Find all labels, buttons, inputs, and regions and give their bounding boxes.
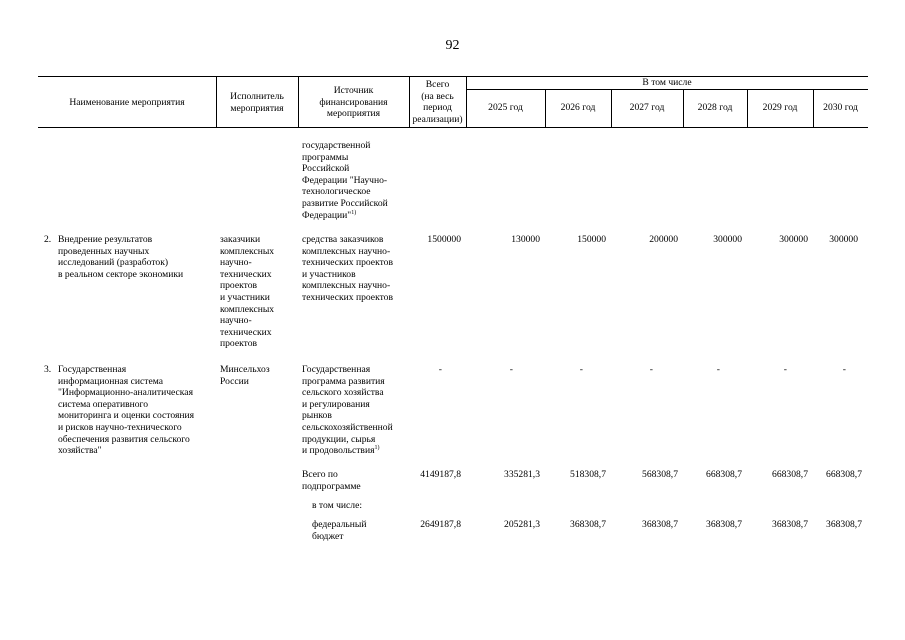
- header-name: Наименование мероприятия: [69, 97, 185, 108]
- header-executor-line: мероприятия: [230, 102, 284, 114]
- row-name-line: информационная система: [58, 375, 163, 387]
- executor-line: технических: [220, 326, 272, 338]
- executor-line: и участники: [220, 291, 270, 303]
- header-total-line: реализации): [412, 113, 463, 125]
- row-value-2028: 300000: [713, 234, 742, 245]
- source-line: государственной: [302, 140, 371, 151]
- table-header-bottom-border: [38, 127, 868, 128]
- source-line: рынков: [302, 410, 332, 422]
- header-source-line: Источник: [333, 85, 374, 96]
- row-name-line: исследований (разработок): [58, 257, 169, 269]
- summary-value-2025: 335281,3: [504, 469, 540, 480]
- source-line-text: Федерации": [302, 209, 352, 221]
- row-value-2030: -: [842, 364, 846, 375]
- row-executor: [220, 364, 270, 387]
- source-line: комплексных научно-: [302, 280, 391, 292]
- header-total-line: (на весь: [421, 90, 454, 102]
- executor-line: научно-: [220, 257, 252, 269]
- federal-label-line: федеральный: [312, 519, 367, 530]
- row-value-2025: 130000: [511, 234, 540, 245]
- executor-line: заказчики: [220, 234, 261, 245]
- summary-label-line: подпрограмме: [302, 480, 361, 492]
- header-year: 2030 год: [823, 102, 858, 113]
- header-executor-line: Исполнитель: [230, 91, 284, 102]
- row-number: 2.: [44, 234, 52, 245]
- summary-value-2030: 668308,7: [826, 469, 862, 480]
- federal-label-line: бюджет: [312, 530, 344, 542]
- source-line: [302, 445, 393, 457]
- page-number: 92: [445, 38, 460, 53]
- row-value-2025: -: [509, 364, 513, 375]
- row-name-line: мониторинга и оценки состояния: [58, 410, 195, 422]
- executor-line: проектов: [220, 338, 258, 350]
- summary-including-label: в том числе:: [312, 500, 363, 511]
- row-name-line: Внедрение результатов: [58, 234, 153, 245]
- federal-value-2029: 368308,7: [772, 519, 808, 530]
- header-source-line: финансирования: [319, 96, 388, 108]
- executor-line: технических: [220, 268, 272, 280]
- source-line: программы: [302, 151, 349, 163]
- row-name-line: система оперативного: [58, 398, 149, 410]
- source-line: и регулирования: [302, 398, 370, 410]
- executor-line: России: [220, 375, 249, 387]
- including-header-rule: [466, 89, 868, 90]
- source-line: [302, 210, 388, 222]
- header-year: 2027 год: [629, 102, 665, 113]
- summary-label: [302, 469, 361, 492]
- row-value-2028: -: [716, 364, 720, 375]
- source-line: и участников: [302, 268, 356, 280]
- source-line: сельскохозяйственной: [302, 421, 393, 433]
- summary-value-2026: 518308,7: [570, 469, 606, 480]
- source-line: технических проектов: [302, 291, 393, 303]
- federal-value-2026: 368308,7: [570, 519, 606, 530]
- row-name-line: обеспечения развития сельского: [58, 433, 190, 445]
- summary-total: 4149187,8: [420, 469, 461, 480]
- source-line: сельского хозяйства: [302, 387, 384, 399]
- executor-line: проектов: [220, 280, 258, 292]
- header-executor: [216, 91, 298, 114]
- executor-line: научно-: [220, 315, 252, 327]
- executor-line: комплексных: [220, 245, 275, 257]
- continuation-source: [302, 140, 388, 221]
- header-total-line: период: [423, 102, 452, 114]
- header-year: 2028 год: [697, 102, 733, 113]
- federal-value-2028: 368308,7: [706, 519, 742, 530]
- row-total: -: [438, 364, 442, 375]
- row-executor: [220, 234, 274, 350]
- summary-label-line: Всего по: [302, 469, 338, 480]
- source-line: средства заказчиков: [302, 234, 384, 245]
- source-line: технических проектов: [302, 257, 393, 269]
- row-value-2029: -: [783, 364, 787, 375]
- row-name: [58, 234, 183, 280]
- row-number: 3.: [44, 364, 52, 375]
- row-value-2026: 150000: [577, 234, 606, 245]
- row-value-2027: -: [649, 364, 653, 375]
- row-source: [302, 234, 393, 304]
- row-value-2029: 300000: [779, 234, 808, 245]
- source-line: развитие Российской: [302, 197, 388, 209]
- header-including: В том числе: [642, 77, 692, 88]
- row-value-2027: 200000: [649, 234, 678, 245]
- executor-line: Минсельхоз: [220, 364, 270, 375]
- source-line: технологическое: [302, 186, 371, 198]
- source-line: Российской: [302, 163, 350, 175]
- source-line: программа развития: [302, 375, 385, 387]
- row-name: [58, 364, 194, 457]
- row-name-line: и рисков научно-технического: [58, 421, 182, 433]
- header-total: [409, 79, 466, 125]
- federal-value-2025: 205281,3: [504, 519, 540, 530]
- federal-total: 2649187,8: [420, 519, 461, 530]
- source-line: продукции, сырья: [302, 433, 376, 445]
- row-name-line: проведенных научных: [58, 245, 150, 257]
- federal-value-2030: 368308,7: [826, 519, 862, 530]
- summary-value-2028: 668308,7: [706, 469, 742, 480]
- source-line: комплексных научно-: [302, 245, 391, 257]
- source-line-text: и продовольствия: [302, 445, 375, 457]
- footnote-mark: 1): [351, 209, 357, 216]
- summary-value-2027: 568308,7: [642, 469, 678, 480]
- row-total: 1500000: [427, 234, 461, 245]
- row-name-line: Государственная: [58, 364, 127, 375]
- header-year: 2029 год: [762, 102, 798, 113]
- source-line: Государственная: [302, 364, 371, 375]
- row-name-line: в реальном секторе экономики: [58, 268, 184, 280]
- header-total-line: Всего: [425, 79, 450, 90]
- federal-label: [312, 519, 367, 542]
- source-line: Федерации "Научно-: [302, 174, 388, 186]
- header-source-line: мероприятия: [326, 108, 381, 120]
- row-value-2030: 300000: [829, 234, 858, 245]
- row-name-line: "Информационно-аналитическая: [58, 387, 193, 399]
- header-year: 2025 год: [488, 102, 523, 113]
- row-source: [302, 364, 393, 457]
- header-source: [298, 85, 409, 120]
- federal-value-2027: 368308,7: [642, 519, 678, 530]
- footnote-mark: 1): [374, 444, 380, 451]
- header-year: 2026 год: [560, 102, 596, 113]
- row-value-2026: -: [579, 364, 583, 375]
- summary-value-2029: 668308,7: [772, 469, 808, 480]
- executor-line: комплексных: [220, 303, 275, 315]
- row-name-line: хозяйства": [58, 445, 102, 457]
